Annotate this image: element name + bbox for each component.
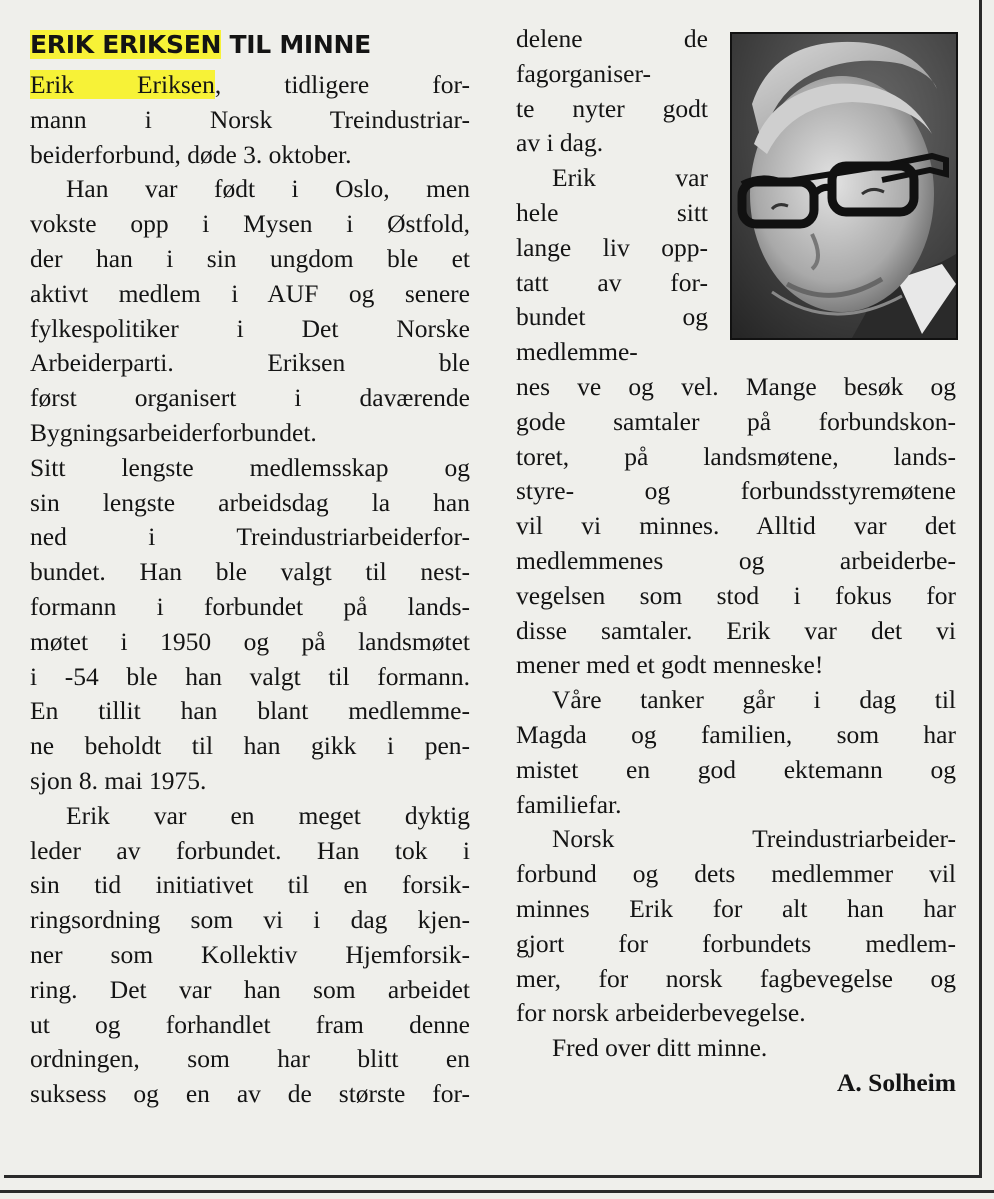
- text-line: Erik var: [552, 163, 708, 193]
- text-line: Norsk Treindustriarbeider-: [552, 824, 956, 854]
- text-line: Arbeiderparti. Eriksen ble: [30, 348, 470, 378]
- headline-name-highlight: ERIK ERIKSEN: [30, 30, 222, 59]
- text-line: for norsk arbeiderbevegelse.: [516, 998, 806, 1028]
- text-line: disse samtaler. Erik var det vi: [516, 615, 956, 645]
- text-line: mener med et godt menneske!: [516, 650, 824, 680]
- text-line: der han i sin ungdom ble et: [30, 243, 470, 273]
- text-line: En tillit han blant medlemme-: [30, 696, 470, 726]
- text-line: medlemme-: [516, 337, 638, 367]
- left-column: [30, 22, 470, 1112]
- text-line: ner som Kollektiv Hjemforsik-: [30, 939, 470, 969]
- text-line: først organisert i daværende: [30, 383, 470, 413]
- text-line: minnes Erik for alt han har: [516, 893, 956, 923]
- lead-name-highlight: Erik Eriksen: [30, 70, 215, 99]
- text-line: fylkespolitiker i Det Norske: [30, 313, 470, 343]
- text-line: vegelsen som stod i fokus for: [516, 580, 956, 610]
- obituary-article: [4, 0, 982, 1178]
- lead-line: [30, 68, 470, 103]
- signature: A. Solheim: [836, 1067, 956, 1097]
- text-line: bundet og: [516, 302, 708, 332]
- text-line: hele sitt: [516, 197, 708, 227]
- text-line: ut og forhandlet fram denne: [30, 1009, 470, 1039]
- text-line: mann i Norsk Treindustriar-: [30, 104, 470, 134]
- text-line: lange liv opp-: [516, 232, 708, 262]
- bottom-rule: [0, 1190, 994, 1193]
- text-line: Han var født i Oslo, men: [66, 174, 470, 204]
- right-top-column: [516, 22, 708, 370]
- text-line: møtet i 1950 og på landsmøtet: [30, 626, 470, 656]
- text-line: styre- og forbundsstyremøtene: [516, 476, 956, 506]
- text-line: medlemmenes og arbeiderbe-: [516, 545, 956, 575]
- text-line: ordningen, som har blitt en: [30, 1044, 470, 1074]
- portrait-image: [732, 34, 956, 338]
- text-line: Erik var en meget dyktig: [66, 800, 470, 830]
- text-line: vokste opp i Mysen i Østfold,: [30, 209, 470, 239]
- text-line: fagorganiser-: [516, 58, 651, 88]
- right-column: [516, 370, 956, 1101]
- text-line: gode samtaler på forbundskon-: [516, 406, 956, 436]
- text-line: sjon 8. mai 1975.: [30, 765, 207, 795]
- text-line: vil vi minnes. Alltid var det: [516, 511, 956, 541]
- text-line: suksess og en av de største for-: [30, 1079, 470, 1109]
- text-line: Våre tanker går i dag til: [552, 685, 956, 715]
- text-line: nes ve og vel. Mange besøk og: [516, 372, 956, 401]
- portrait-photo: [730, 32, 958, 340]
- text-line: ring. Det var han som arbeidet: [30, 974, 470, 1004]
- text-line: ringsordning som vi i dag kjen-: [30, 905, 470, 935]
- text-line: forbund og dets medlemmer vil: [516, 859, 956, 889]
- text-line: bundet. Han ble valgt til nest-: [30, 557, 470, 587]
- headline: [30, 22, 470, 68]
- text-line: tatt av for-: [516, 267, 708, 297]
- text-line: mistet en god ektemann og: [516, 754, 956, 784]
- text-line: sin lengste arbeidsdag la han: [30, 487, 470, 517]
- text-line: formann i forbundet på lands-: [30, 591, 470, 621]
- text-line: av i dag.: [516, 128, 604, 158]
- text-line: beiderforbund, døde 3. oktober.: [30, 139, 352, 169]
- text-line: Bygningsarbeiderforbundet.: [30, 417, 317, 447]
- lead-after-name: , tidligere for-: [214, 70, 470, 99]
- text-line: aktivt medlem i AUF og senere: [30, 278, 470, 308]
- text-line: sin tid initiativet til en forsik-: [30, 870, 470, 900]
- text-line: mer, for norsk fagbevegelse og: [516, 963, 956, 993]
- text-line: toret, på landsmøtene, lands-: [516, 441, 956, 471]
- text-line: leder av forbundet. Han tok i: [30, 835, 470, 865]
- text-line: Sitt lengste medlemsskap og: [30, 452, 470, 482]
- text-line: gjort for forbundets medlem-: [516, 928, 956, 958]
- text-line: delene de: [516, 24, 708, 53]
- text-line: i -54 ble han valgt til formann.: [30, 661, 470, 691]
- text-line: te nyter godt: [516, 93, 708, 123]
- text-line: ned i Treindustriarbeiderfor-: [30, 522, 470, 552]
- text-line: Magda og familien, som har: [516, 719, 956, 749]
- headline-rest: TIL MINNE: [229, 30, 371, 59]
- text-line: Fred over ditt minne.: [552, 1033, 768, 1063]
- text-line: ne beholdt til han gikk i pen-: [30, 731, 470, 761]
- text-line: familiefar.: [516, 789, 622, 819]
